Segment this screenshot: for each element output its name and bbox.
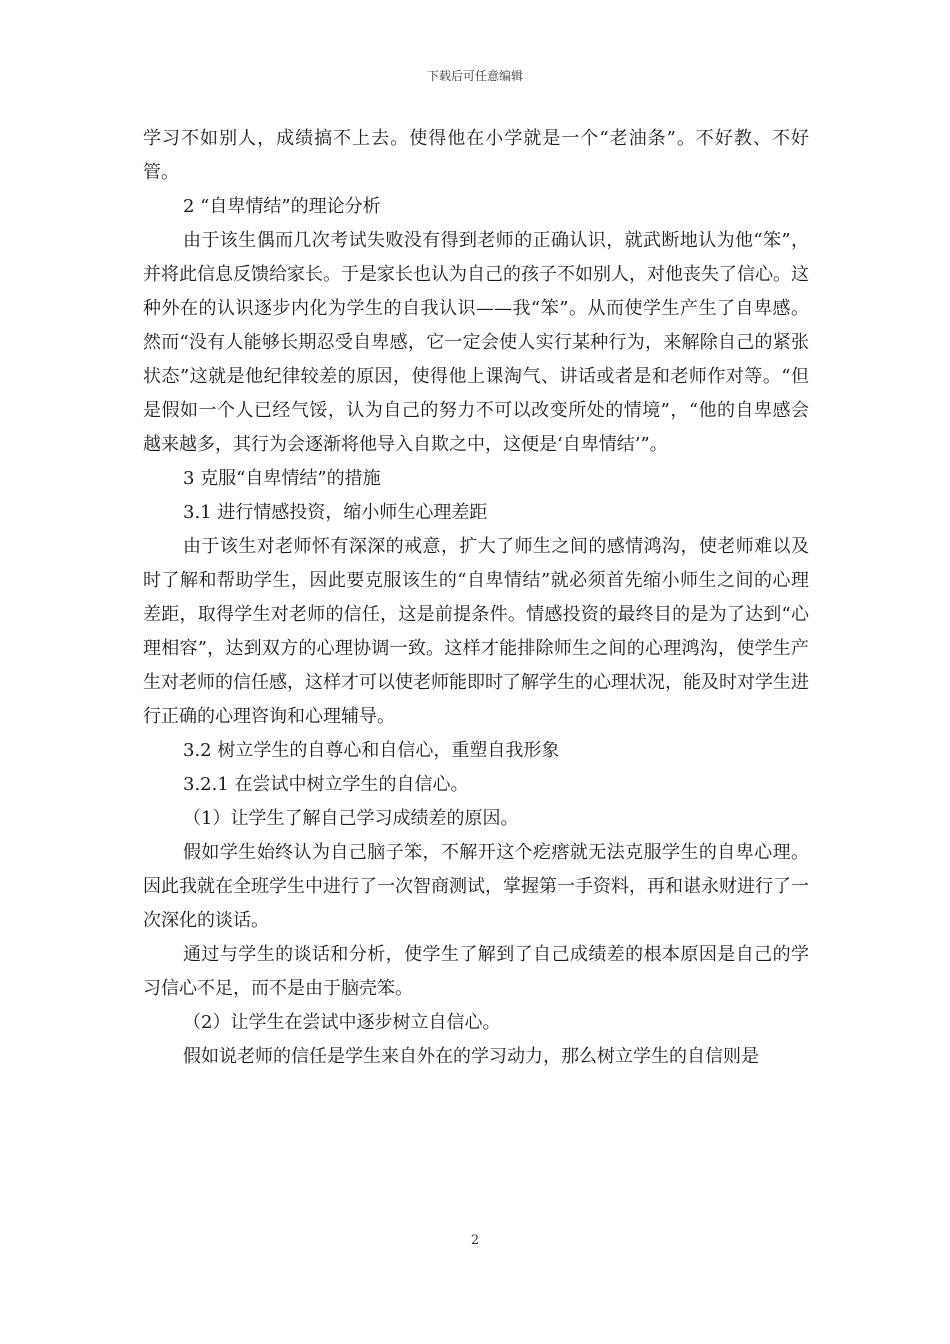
subsection-heading: 3.2 树立学生的自尊心和自信心，重塑自我形象: [183, 740, 560, 761]
paragraph: 由于该生对老师怀有深深的戒意，扩大了师生之间的感情鸿沟，使老师难以及时了解和帮助学生，因此要克服该生的“自卑情结”就必须首先缩小师生之间的心理差距，取得学生对老师的信任，这是前提条件。情感投资的最终目的是为了达到“心理相容”，达到双方的心理协调一致。这样才能排除师生之间的心理鸿沟，使学生产生对老师的信任感，这样才可以使老师能即时了解学生的心理状况，能及时对学生进行正确的心理咨询和心理辅导。: [143, 536, 809, 727]
paragraph: 假如说老师的信任是学生来自外在的学习动力，那么树立学生的自信则是: [183, 1046, 759, 1067]
paragraph: 由于该生偶而几次考试失败没有得到老师的正确认识，就武断地认为他“笨”，并将此信息反馈给家长。于是家长也认为自己的孩子不如别人，对他丧失了信心。这种外在的认识逐步内化为学生的自我认识——我“笨”。从而使学生产生了自卑感。然而“没有人能够长期忍受自卑感，它一定会使人实行某种行为，来解除自己的紧张状态”这就是他纪律较差的原因，使得他上课淘气、讲话或者是和老师作对等。“但是假如一个人已经气馁，认为自己的努力不可以改变所处的情境”，“他的自卑感会越来越多，其行为会逐渐将他导入自欺之中，这便是‘自卑情结’”。: [143, 230, 809, 455]
section-heading: 3 克服“自卑情结”的措施: [183, 468, 381, 489]
document-body: [143, 122, 809, 1074]
paragraph: 学习不如别人，成绩搞不上去。使得他在小学就是一个“老油条”。不好教、不好管。: [143, 128, 809, 183]
paragraph: 通过与学生的谈话和分析，使学生了解到了自己成绩差的根本原因是自己的学习信心不足，而不是由于脑壳笨。: [143, 944, 809, 999]
page-header: 下载后可任意编辑: [426, 69, 523, 83]
section-heading: 2 “自卑情结”的理论分析: [183, 196, 381, 217]
list-item: （2）让学生在尝试中逐步树立自信心。: [183, 1012, 501, 1033]
subsubsection-heading: 3.2.1 在尝试中树立学生的自信心。: [183, 774, 469, 795]
paragraph: 假如学生始终认为自己脑子笨，不解开这个疙瘩就无法克服学生的自卑心理。因此我就在全班学生中进行了一次智商测试，掌握第一手资料，再和谌永财进行了一次深化的谈话。: [143, 842, 809, 931]
page-number: 2: [470, 1233, 480, 1248]
list-item: （1）让学生了解自己学习成绩差的原因。: [183, 808, 519, 829]
subsection-heading: 3.1 进行情感投资，缩小师生心理差距: [183, 502, 488, 523]
